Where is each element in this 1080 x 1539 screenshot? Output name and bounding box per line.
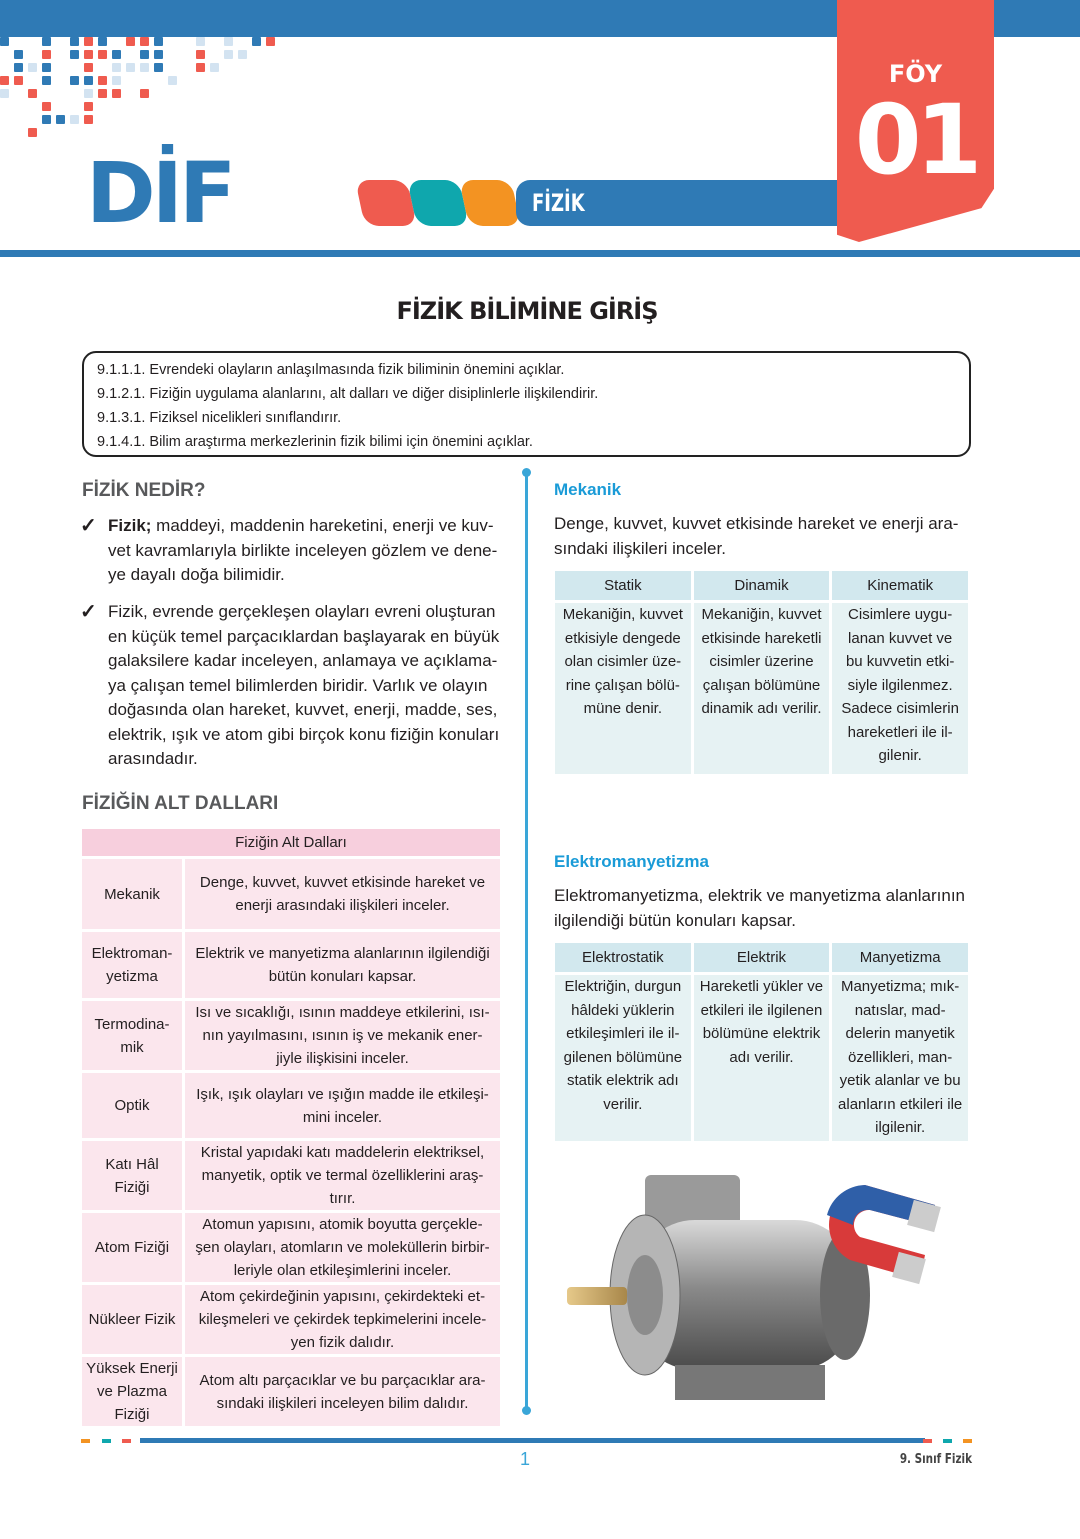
pixel-square: [0, 37, 9, 46]
table-row: [82, 1141, 500, 1210]
pixel-square: [14, 63, 23, 72]
table-row: [82, 1213, 500, 1282]
column-header: Manyetizma: [832, 943, 968, 972]
subfield-name: Yüksek Enerji ve Plazma Fiziği: [82, 1357, 182, 1426]
elektro-text: Elektromanyetizma, elektrik ve manyetizma alanlarının ilgilendiği bütün konuları kapsar.: [554, 886, 965, 930]
pixel-square: [70, 50, 79, 59]
book-title: 9. Sınıf Fizik: [899, 1452, 972, 1467]
subfield-name: Termodina- mik: [82, 1001, 182, 1070]
pixel-square: [42, 63, 51, 72]
subfield-description: Elektrik ve manyetizma alanlarının ilgilendiği bütün konuları kapsar.: [185, 932, 500, 998]
heading-elektromanyetizma: Elektromanyetizma: [554, 852, 709, 871]
pixel-square: [252, 37, 261, 46]
pixel-square: [98, 89, 107, 98]
table-cell: Elektriğin, durgun hâldeki yüklerin etkileşimleri ile il- gilenen bölümüne statik elektrik adı verilir.: [555, 975, 691, 1141]
pixel-square: [140, 89, 149, 98]
pixel-square: [84, 115, 93, 124]
table-cell: Mekaniğin, kuvvet etkisinde hareketli cisimler üzerine çalışan bölümüne dinamik adı verilir.: [694, 603, 830, 774]
column-header: Kinematik: [832, 571, 968, 600]
pixel-square: [196, 50, 205, 59]
mekanik-table: [552, 568, 971, 777]
pixel-square: [42, 102, 51, 111]
subfield-description: Atom çekirdeğinin yapısını, çekirdekteki et- kileşmeleri ve çekirdek tepkimelerini incele- yen fizik dalıdır.: [185, 1285, 500, 1354]
paragraph-scope: Fizik, evrende gerçekleşen olayları evreni oluşturan en küçük temel parçacıklardan başlayarak en büyük galaksilere kadar inceleyen, anlamaya ve açıklama- ya çalışan temel bilimlerden biridir. Varlık ve olayın doğasında olan hareket, kuvvet, enerji, madde, ses, elektrik, ışık ve atom gibi birçok konu fiziğin konuları arasındadır.: [108, 602, 500, 768]
pixel-square: [42, 115, 51, 124]
subject-label: FİZİK: [532, 189, 585, 217]
page-title: FİZİK BİLİMİNE GİRİŞ: [396, 297, 658, 325]
subfield-name: Mekanik: [82, 859, 182, 929]
pixel-square: [154, 37, 163, 46]
pixel-square: [84, 89, 93, 98]
pixel-square: [210, 63, 219, 72]
pixel-square: [98, 50, 107, 59]
electric-motor-and-magnet-image: [565, 1165, 955, 1420]
pixel-square: [28, 63, 37, 72]
pixel-square: [196, 37, 205, 46]
footer-dot: [963, 1439, 972, 1443]
pixel-square: [84, 50, 93, 59]
pixel-square: [14, 50, 23, 59]
paragraph-definition: [108, 514, 508, 588]
objective-item: 9.1.2.1. Fiziğin uygulama alanlarını, alt dalları ve diğer disiplinlerle ilişkilendirir.: [97, 386, 599, 402]
pixel-square: [42, 37, 51, 46]
subfield-description: Atom altı parçacıklar ve bu parçacıklar ara- sındaki ilişkileri inceleyen bilim dalıdır.: [185, 1357, 500, 1426]
pixel-square: [84, 63, 93, 72]
table-cell: Cisimlere uygu- lanan kuvvet ve bu kuvvetin etki- siyle ilgilenmez. Sadece cisimlerin hareketleri ile il- gilenir.: [832, 603, 968, 774]
footer-dot: [81, 1439, 90, 1443]
sheet-label: FÖY: [888, 60, 943, 88]
table-cell: Hareketli yükler ve etkileri ile ilgilenen bölümüne elektrik adı verilir.: [694, 975, 830, 1141]
column-header: Statik: [555, 571, 691, 600]
footer-dot: [923, 1439, 932, 1443]
pixel-square: [154, 50, 163, 59]
pixel-square: [168, 76, 177, 85]
header-divider: [0, 250, 1080, 257]
pixel-square: [42, 76, 51, 85]
pixel-square: [196, 63, 205, 72]
motor-icon: [567, 1175, 870, 1400]
pixel-square: [224, 37, 233, 46]
divider-dot: [522, 1406, 531, 1415]
column-header: Elektrik: [694, 943, 830, 972]
term-fizik: Fizik;: [108, 516, 152, 535]
section-heading-fizik-nedir: FİZİK NEDİR?: [82, 480, 206, 501]
dif-logo: DİF: [86, 144, 233, 242]
pixel-square: [112, 76, 121, 85]
pixel-square: [70, 76, 79, 85]
pixel-square: [224, 50, 233, 59]
pixel-square: [98, 76, 107, 85]
pixel-square: [14, 76, 23, 85]
footer-dot: [122, 1439, 131, 1443]
table-row: [82, 1357, 500, 1426]
pixel-square: [84, 76, 93, 85]
pixel-square: [0, 89, 9, 98]
subfield-description: Isı ve sıcaklığı, ısının maddeye etkilerini, ısı- nın yayılmasını, ısının iş ve mekanik ener- jiyle ilişkisini inceler.: [185, 1001, 500, 1070]
elektro-table: [552, 940, 971, 1144]
table-cell: Mekaniğin, kuvvet etkisiyle dengede olan cisimler üze- rine çalışan bölü- müne denir.: [555, 603, 691, 774]
teal-pill-decoration: [407, 180, 469, 226]
objective-item: 9.1.1.1. Evrendeki olayların anlaşılmasında fizik biliminin önemini açıklar.: [97, 362, 565, 378]
table-row: [82, 1073, 500, 1138]
subject-banner: [516, 180, 846, 226]
check-icon: ✓: [80, 601, 97, 623]
objective-item: 9.1.4.1. Bilim araştırma merkezlerinin fizik bilimi için önemini açıklar.: [97, 434, 533, 450]
pixel-square: [140, 37, 149, 46]
pixel-square: [126, 63, 135, 72]
pixel-square: [70, 115, 79, 124]
pixel-square: [266, 37, 275, 46]
sheet-number: 01: [854, 84, 977, 196]
table-row: [82, 1001, 500, 1070]
subfield-description: Kristal yapıdaki katı maddelerin elektriksel, manyetik, optik ve termal özelliklerini araş- tırır.: [185, 1141, 500, 1210]
footer-dot: [943, 1439, 952, 1443]
subfield-name: Atom Fiziği: [82, 1213, 182, 1282]
pixel-square: [0, 76, 9, 85]
pixel-square: [126, 37, 135, 46]
section-heading-alt-dallar: FİZİĞİN ALT DALLARI: [82, 793, 279, 814]
subfield-name: Optik: [82, 1073, 182, 1138]
objectives-box: [82, 351, 971, 457]
column-divider: [525, 472, 528, 1410]
heading-mekanik: Mekanik: [554, 480, 622, 499]
subfield-name: Nükleer Fizik: [82, 1285, 182, 1354]
definition-text: maddeyi, maddenin hareketini, enerji ve kuv- vet kavramlarıyla birlikte inceleyen gözlem ve dene- ye dayalı doğa bilimidir.: [108, 516, 498, 584]
subfields-table: [79, 826, 503, 1429]
pixel-square: [84, 37, 93, 46]
subfield-name: Elektroman- yetizma: [82, 932, 182, 998]
pixel-square: [140, 63, 149, 72]
pixel-square: [84, 102, 93, 111]
objective-item: 9.1.3.1. Fiziksel nicelikleri sınıflandırır.: [97, 410, 342, 426]
check-icon: ✓: [80, 515, 97, 537]
pixel-square: [56, 115, 65, 124]
red-pill-decoration: [355, 180, 417, 226]
table-cell: Manyetizma; mık- natıslar, mad- delerin manyetik özellikleri, man- yetik alanlar ve bu alanların etkileri ile ilgilenir.: [832, 975, 968, 1141]
pixel-square: [154, 63, 163, 72]
subfield-name: Katı Hâl Fiziği: [82, 1141, 182, 1210]
column-header: Elektrostatik: [555, 943, 691, 972]
page-number: 1: [520, 1449, 531, 1469]
pixel-square: [28, 89, 37, 98]
pixel-square: [140, 50, 149, 59]
table-row: [82, 859, 500, 929]
pixel-square: [112, 50, 121, 59]
pixel-square: [238, 50, 247, 59]
table-row: [82, 932, 500, 998]
table-row: [82, 1285, 500, 1354]
orange-pill-decoration: [459, 180, 521, 226]
pixel-square: [28, 128, 37, 137]
pixel-square: [98, 37, 107, 46]
subfield-description: Işık, ışık olayları ve ışığın madde ile etkileşi- mini inceler.: [185, 1073, 500, 1138]
pixel-square: [112, 89, 121, 98]
pixel-square: [112, 63, 121, 72]
column-header: Dinamik: [694, 571, 830, 600]
subfield-description: Denge, kuvvet, kuvvet etkisinde hareket ve enerji arasındaki ilişkileri inceler.: [185, 859, 500, 929]
pixel-square: [70, 37, 79, 46]
table-header: Fiziğin Alt Dalları: [82, 829, 500, 856]
footer-dot: [102, 1439, 111, 1443]
footer-line: [140, 1438, 925, 1443]
pixel-square: [42, 50, 51, 59]
mekanik-text: Denge, kuvvet, kuvvet etkisinde hareket ve enerji ara- sındaki ilişkileri inceler.: [554, 514, 959, 558]
subfield-description: Atomun yapısını, atomik boyutta gerçekle- şen olayları, atomların ve moleküllerin birbir- leriyle olan etkileşimlerini inceler.: [185, 1213, 500, 1282]
